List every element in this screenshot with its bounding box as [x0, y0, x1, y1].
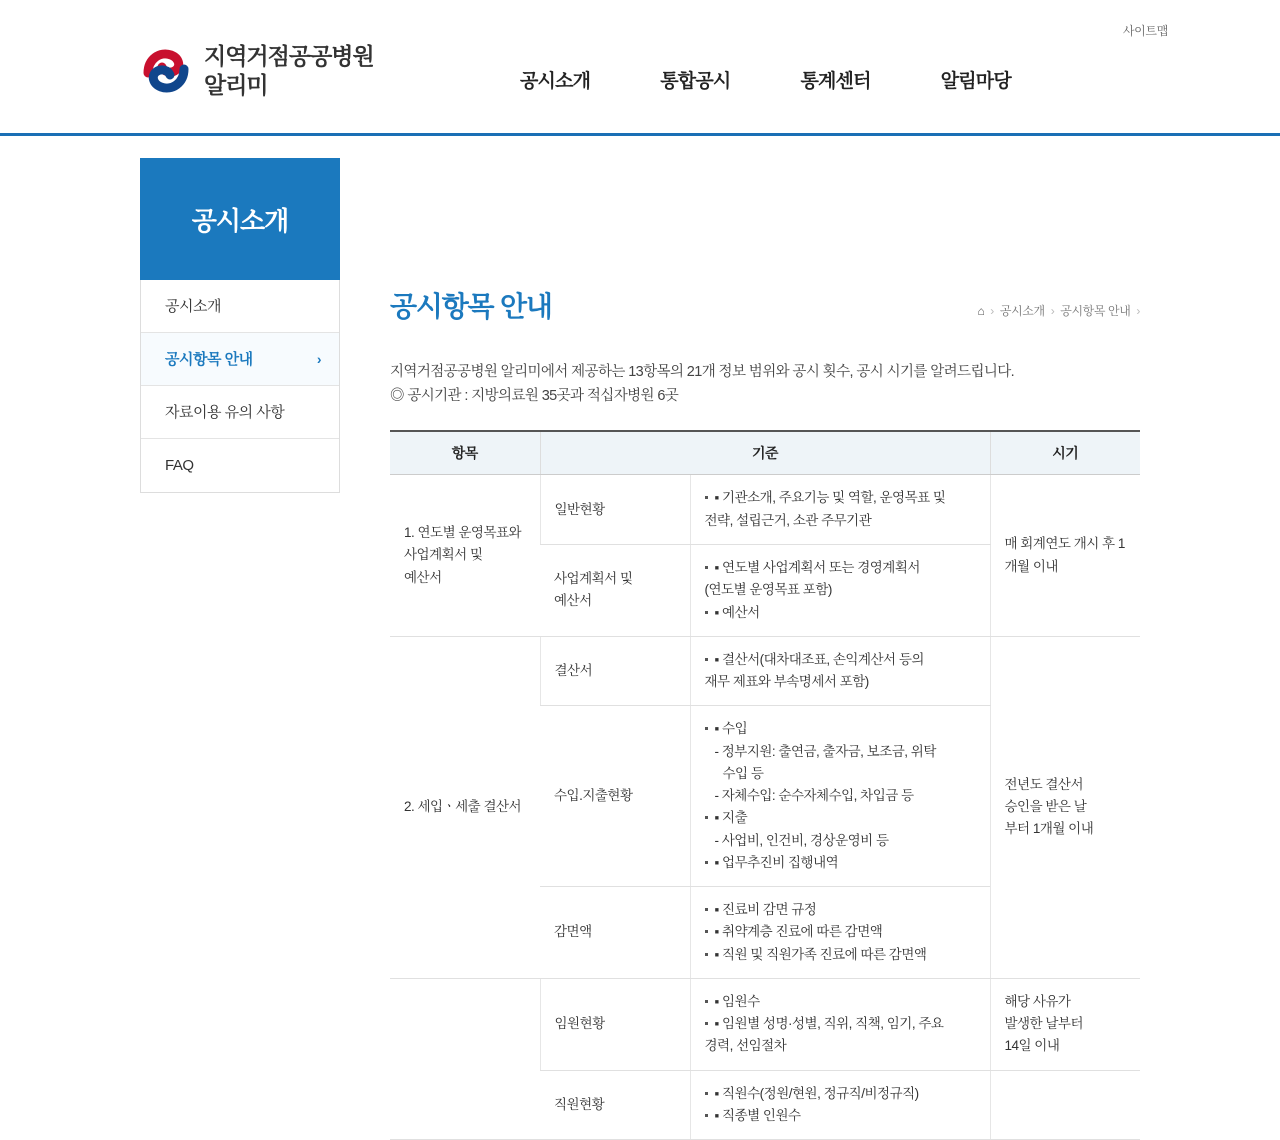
desc-line: 수입 등: [722, 765, 764, 781]
nav-item-intro[interactable]: 공시소개: [520, 71, 591, 92]
breadcrumb-separator: ›: [1136, 303, 1140, 318]
sidebar: [140, 158, 340, 493]
breadcrumb-separator: ›: [1050, 303, 1055, 318]
breadcrumb-item-1[interactable]: 공시소개: [999, 304, 1045, 318]
logo-line-1: 지역거점공공병원: [204, 43, 374, 69]
desc-line: 경력, 선임절차: [704, 1038, 787, 1054]
table-header-row: [390, 431, 1140, 475]
cell-standard-income-expense: 수입.지출현황: [540, 706, 690, 887]
sidebar-item-intro[interactable]: [141, 280, 339, 333]
breadcrumb-separator: ›: [990, 303, 994, 318]
time-line: 개월 이내: [1004, 558, 1058, 574]
desc-line: ▪ 진료비 감면 규정: [705, 899, 976, 921]
sidebar-title: 공시소개: [140, 158, 340, 280]
desc-line: ▪ 연도별 사업계획서 또는 경영계획서: [705, 557, 976, 579]
desc-line: 전략, 설립근거, 소관 주무기관: [704, 512, 872, 528]
desc-line: ▪ 직원수(정원/현원, 정규직/비정규직): [705, 1083, 976, 1105]
page-title-row: [390, 158, 1140, 325]
cell-desc-executives: [690, 978, 990, 1070]
cell-time-1: [990, 475, 1140, 636]
taegeuk-logo-icon: [138, 43, 194, 99]
cell-time-3: [990, 978, 1140, 1070]
logo-line-2: 알리미: [204, 71, 268, 98]
cell-item-3: [390, 978, 540, 1139]
desc-line: ▪ 지출: [705, 807, 976, 829]
time-line: 부터 1개월 이내: [1004, 821, 1094, 837]
sitemap-link[interactable]: 사이트맵: [1122, 24, 1168, 38]
cell-standard-general: 일반현황: [540, 475, 690, 545]
nav-item-disclosure[interactable]: 통합공시: [660, 71, 731, 92]
sidebar-item-label: FAQ: [165, 457, 194, 474]
time-line: 해당 사유가: [1004, 993, 1071, 1009]
time-line: 발생한 날부터: [1004, 1016, 1083, 1032]
table-row: [390, 978, 1140, 1070]
cell-desc-income-expense: [690, 706, 990, 887]
desc-line: ▪ 수입: [705, 718, 976, 740]
page-title: 공시항목 안내: [390, 291, 552, 322]
logo-text: [204, 42, 374, 100]
nav-item-statistics[interactable]: 통계센터: [800, 71, 871, 92]
nav-item-notice[interactable]: 알림마당: [940, 71, 1011, 92]
main-content: [390, 158, 1140, 1140]
time-line: 전년도 결산서: [1004, 776, 1083, 792]
desc-line: ▪ 예산서: [705, 602, 976, 624]
sidebar-item-disclosure-items[interactable]: [141, 333, 339, 386]
desc-line: ▪ 직종별 인원수: [705, 1105, 976, 1127]
description-line-2: ◎ 공시기관 : 지방의료원 35곳과 적십자병원 6곳: [390, 388, 679, 405]
breadcrumb: [977, 302, 1140, 319]
sidebar-item-usage-notice[interactable]: [141, 386, 339, 439]
desc-line: (연도별 운영목표 포함): [704, 582, 832, 598]
disclosure-items-table: [390, 430, 1140, 1140]
desc-line: - 자체수입: 순수자체수입, 차입금 등: [714, 788, 914, 804]
chevron-right-icon: ›: [316, 351, 321, 367]
sidebar-item-faq[interactable]: [141, 439, 339, 492]
description-line-1: 지역거점공공병원 알리미에서 제공하는 13항목의 21개 정보 범위와 공시 횟수, 공시 시기를 알려드립니다.: [390, 364, 1015, 380]
desc-line: ▪ 결산서(대차대조표, 손익계산서 등의: [705, 649, 976, 671]
sidebar-item-label: 공시항목 안내: [165, 351, 253, 368]
col-header-item: 항목: [390, 431, 540, 475]
desc-line: ▪ 직원 및 직원가족 진료에 따른 감면액: [705, 944, 976, 966]
site-logo[interactable]: [138, 42, 374, 100]
cell-item-1: [390, 475, 540, 636]
item-line: 예산서: [404, 569, 442, 585]
sidebar-menu: [140, 280, 340, 493]
home-icon[interactable]: ⌂: [977, 303, 985, 318]
desc-line: ▪ 기관소개, 주요기능 및 역할, 운영목표 및: [705, 487, 976, 509]
table-row: [390, 475, 1140, 545]
table-row: [390, 636, 1140, 706]
standard-line: 예산서: [554, 593, 592, 609]
item-line: 사업계획서 및: [404, 547, 483, 563]
site-header: [0, 0, 1280, 136]
desc-line: 재무 제표와 부속명세서 포함): [704, 674, 869, 690]
time-line: 14일 이내: [1004, 1038, 1060, 1054]
page-description: [390, 361, 1140, 408]
cell-time-4: [990, 1070, 1140, 1140]
cell-standard-executives: 임원현황: [540, 978, 690, 1070]
table-body: [390, 475, 1140, 1140]
time-line: 매 회계연도 개시 후 1: [1004, 536, 1125, 552]
standard-line: 사업계획서 및: [554, 571, 633, 587]
cell-time-2: [990, 636, 1140, 978]
cell-standard-staff: 직원현황: [540, 1070, 690, 1140]
time-line: 승인을 받은 날: [1004, 799, 1087, 815]
desc-line: ▪ 취약계층 진료에 따른 감면액: [705, 921, 976, 943]
cell-standard-plan-budget: [540, 544, 690, 636]
desc-line: ▪ 업무추진비 집행내역: [705, 852, 976, 874]
cell-standard-reduction: 감면액: [540, 887, 690, 979]
sidebar-item-label: 공시소개: [165, 298, 221, 315]
sidebar-item-label: 자료이용 유의 사항: [165, 404, 285, 421]
cell-item-2: 2. 세입ㆍ세출 결산서: [390, 636, 540, 978]
item-line: 1. 연도별 운영목표와: [404, 525, 522, 541]
cell-desc-reduction: [690, 887, 990, 979]
cell-desc-general: [690, 475, 990, 545]
global-nav: [520, 66, 1011, 93]
cell-desc-plan-budget: [690, 544, 990, 636]
col-header-time: 시기: [990, 431, 1140, 475]
cell-standard-settlement: 결산서: [540, 636, 690, 706]
col-header-standard: 기준: [540, 431, 990, 475]
desc-line: ▪ 임원별 성명·성별, 직위, 직책, 임기, 주요: [705, 1013, 976, 1035]
cell-desc-staff: [690, 1070, 990, 1140]
breadcrumb-item-2: 공시항목 안내: [1060, 304, 1131, 318]
cell-desc-settlement: [690, 636, 990, 706]
desc-line: - 정부지원: 출연금, 출자금, 보조금, 위탁: [714, 743, 936, 759]
desc-line: ▪ 임원수: [705, 991, 976, 1013]
desc-line: - 사업비, 인건비, 경상운영비 등: [714, 832, 889, 848]
